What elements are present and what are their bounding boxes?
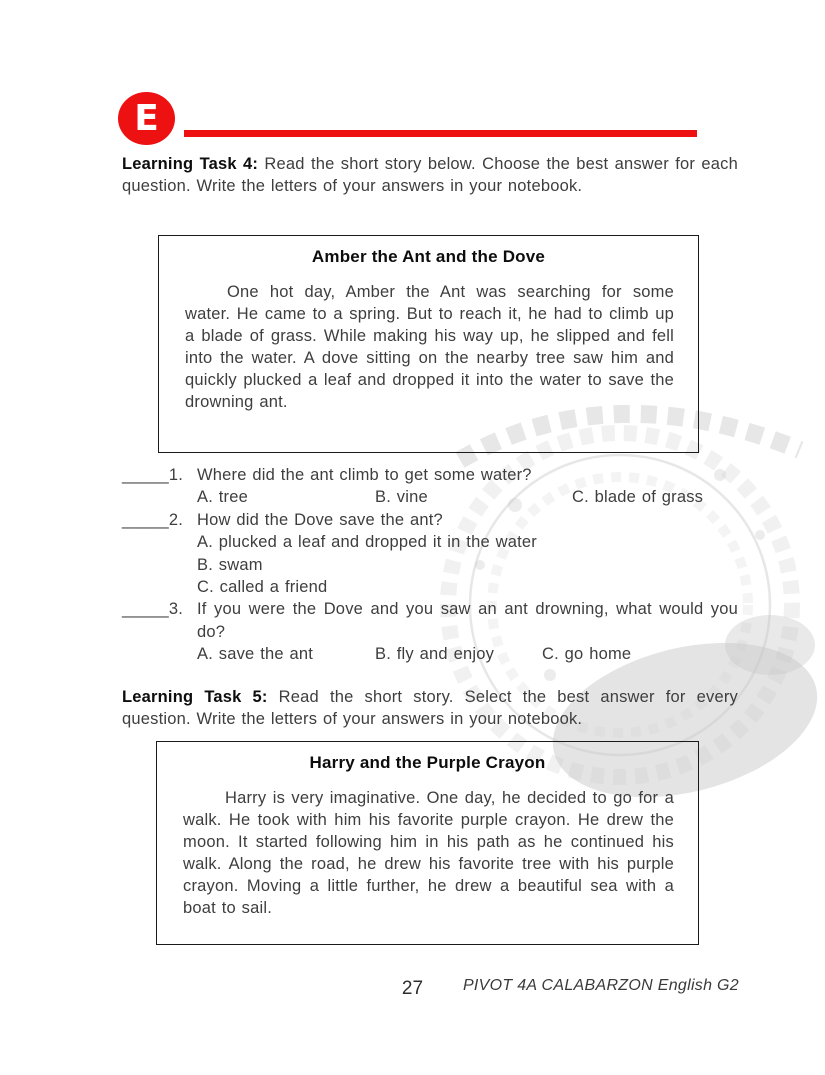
question-number: 3. <box>168 600 184 619</box>
task5-instructions <box>122 686 738 730</box>
question-1-line <box>122 464 738 486</box>
story-title-harry: Harry and the Purple Crayon <box>309 753 546 772</box>
question-1-text: Where did the ant climb to get some water? <box>197 466 532 484</box>
question-2-line <box>122 509 738 531</box>
choice-a: A. tree <box>197 488 249 507</box>
question-3-choices <box>122 643 738 665</box>
question-number: 2. <box>168 510 184 529</box>
task4-questions <box>122 464 738 666</box>
story-title-amber: Amber the Ant and the Dove <box>311 247 546 266</box>
footer-source: PIVOT 4A CALABARZON English G2 <box>462 977 739 994</box>
choice-c: C. called a friend <box>197 578 328 597</box>
answer-blank: _____ <box>122 510 169 529</box>
question-2-text: How did the Dove save the ant? <box>197 510 443 529</box>
answer-blank: _____ <box>122 466 169 484</box>
question-3-line <box>122 598 738 643</box>
task5-label: Learning Task 5: <box>122 688 268 706</box>
choice-b: B. vine <box>375 488 428 507</box>
choice-a: A. save the ant <box>197 645 314 664</box>
question-2 <box>122 509 738 599</box>
choice-b: B. fly and enjoy <box>375 645 495 664</box>
question-number: 1. <box>168 466 184 484</box>
choice-b: B. swam <box>197 555 263 574</box>
task5-instructions-text: Read the short story. Select the best answer for every question. Write the letters of your answers in your notebook. <box>122 688 738 728</box>
question-3-text: If you were the Dove and you saw an ant drowning, what would you do? <box>197 600 738 641</box>
page-number: 27 <box>401 978 424 999</box>
header-rule <box>184 130 697 137</box>
task4-instructions <box>122 153 738 197</box>
task4-instructions-text: Read the short story below. Choose the best answer for each question. Write the letters of your answers in your notebook. <box>122 155 738 195</box>
question-3 <box>122 598 738 665</box>
story-body-harry: Harry is very imaginative. One day, he decided to go for a walk. He took with him his favorite purple crayon. He drew the moon. It started following him in his path as he continued his walk. Along the road, he drew his favorite tree with his purple crayon. Moving a little further, he drew a beautiful sea with a boat to sail. <box>183 789 674 917</box>
story-box-harry <box>156 741 699 945</box>
question-1-number <box>122 464 197 486</box>
section-e-badge <box>118 92 175 145</box>
story-body-amber: One hot day, Amber the Ant was searching for some water. He came to a spring. But to reach it, he had to climb up a blade of grass. While making his way up, he slipped and fell into the water. A dove sitting on the nearby tree saw him and quickly plucked a leaf and dropped it into the water to save the drowning ant. <box>185 283 674 411</box>
story-box-amber <box>158 235 699 453</box>
choice-a: A. plucked a leaf and dropped it in the water <box>197 533 537 552</box>
question-2-number <box>122 509 197 531</box>
question-3-number <box>122 598 197 643</box>
choice-c: C. go home <box>542 645 632 664</box>
answer-blank: _____ <box>122 600 169 619</box>
question-1 <box>122 464 738 509</box>
question-1-choices <box>122 486 738 508</box>
task4-label: Learning Task 4: <box>122 155 259 173</box>
section-letter: E <box>134 98 159 139</box>
choice-c: C. blade of grass <box>572 488 704 507</box>
